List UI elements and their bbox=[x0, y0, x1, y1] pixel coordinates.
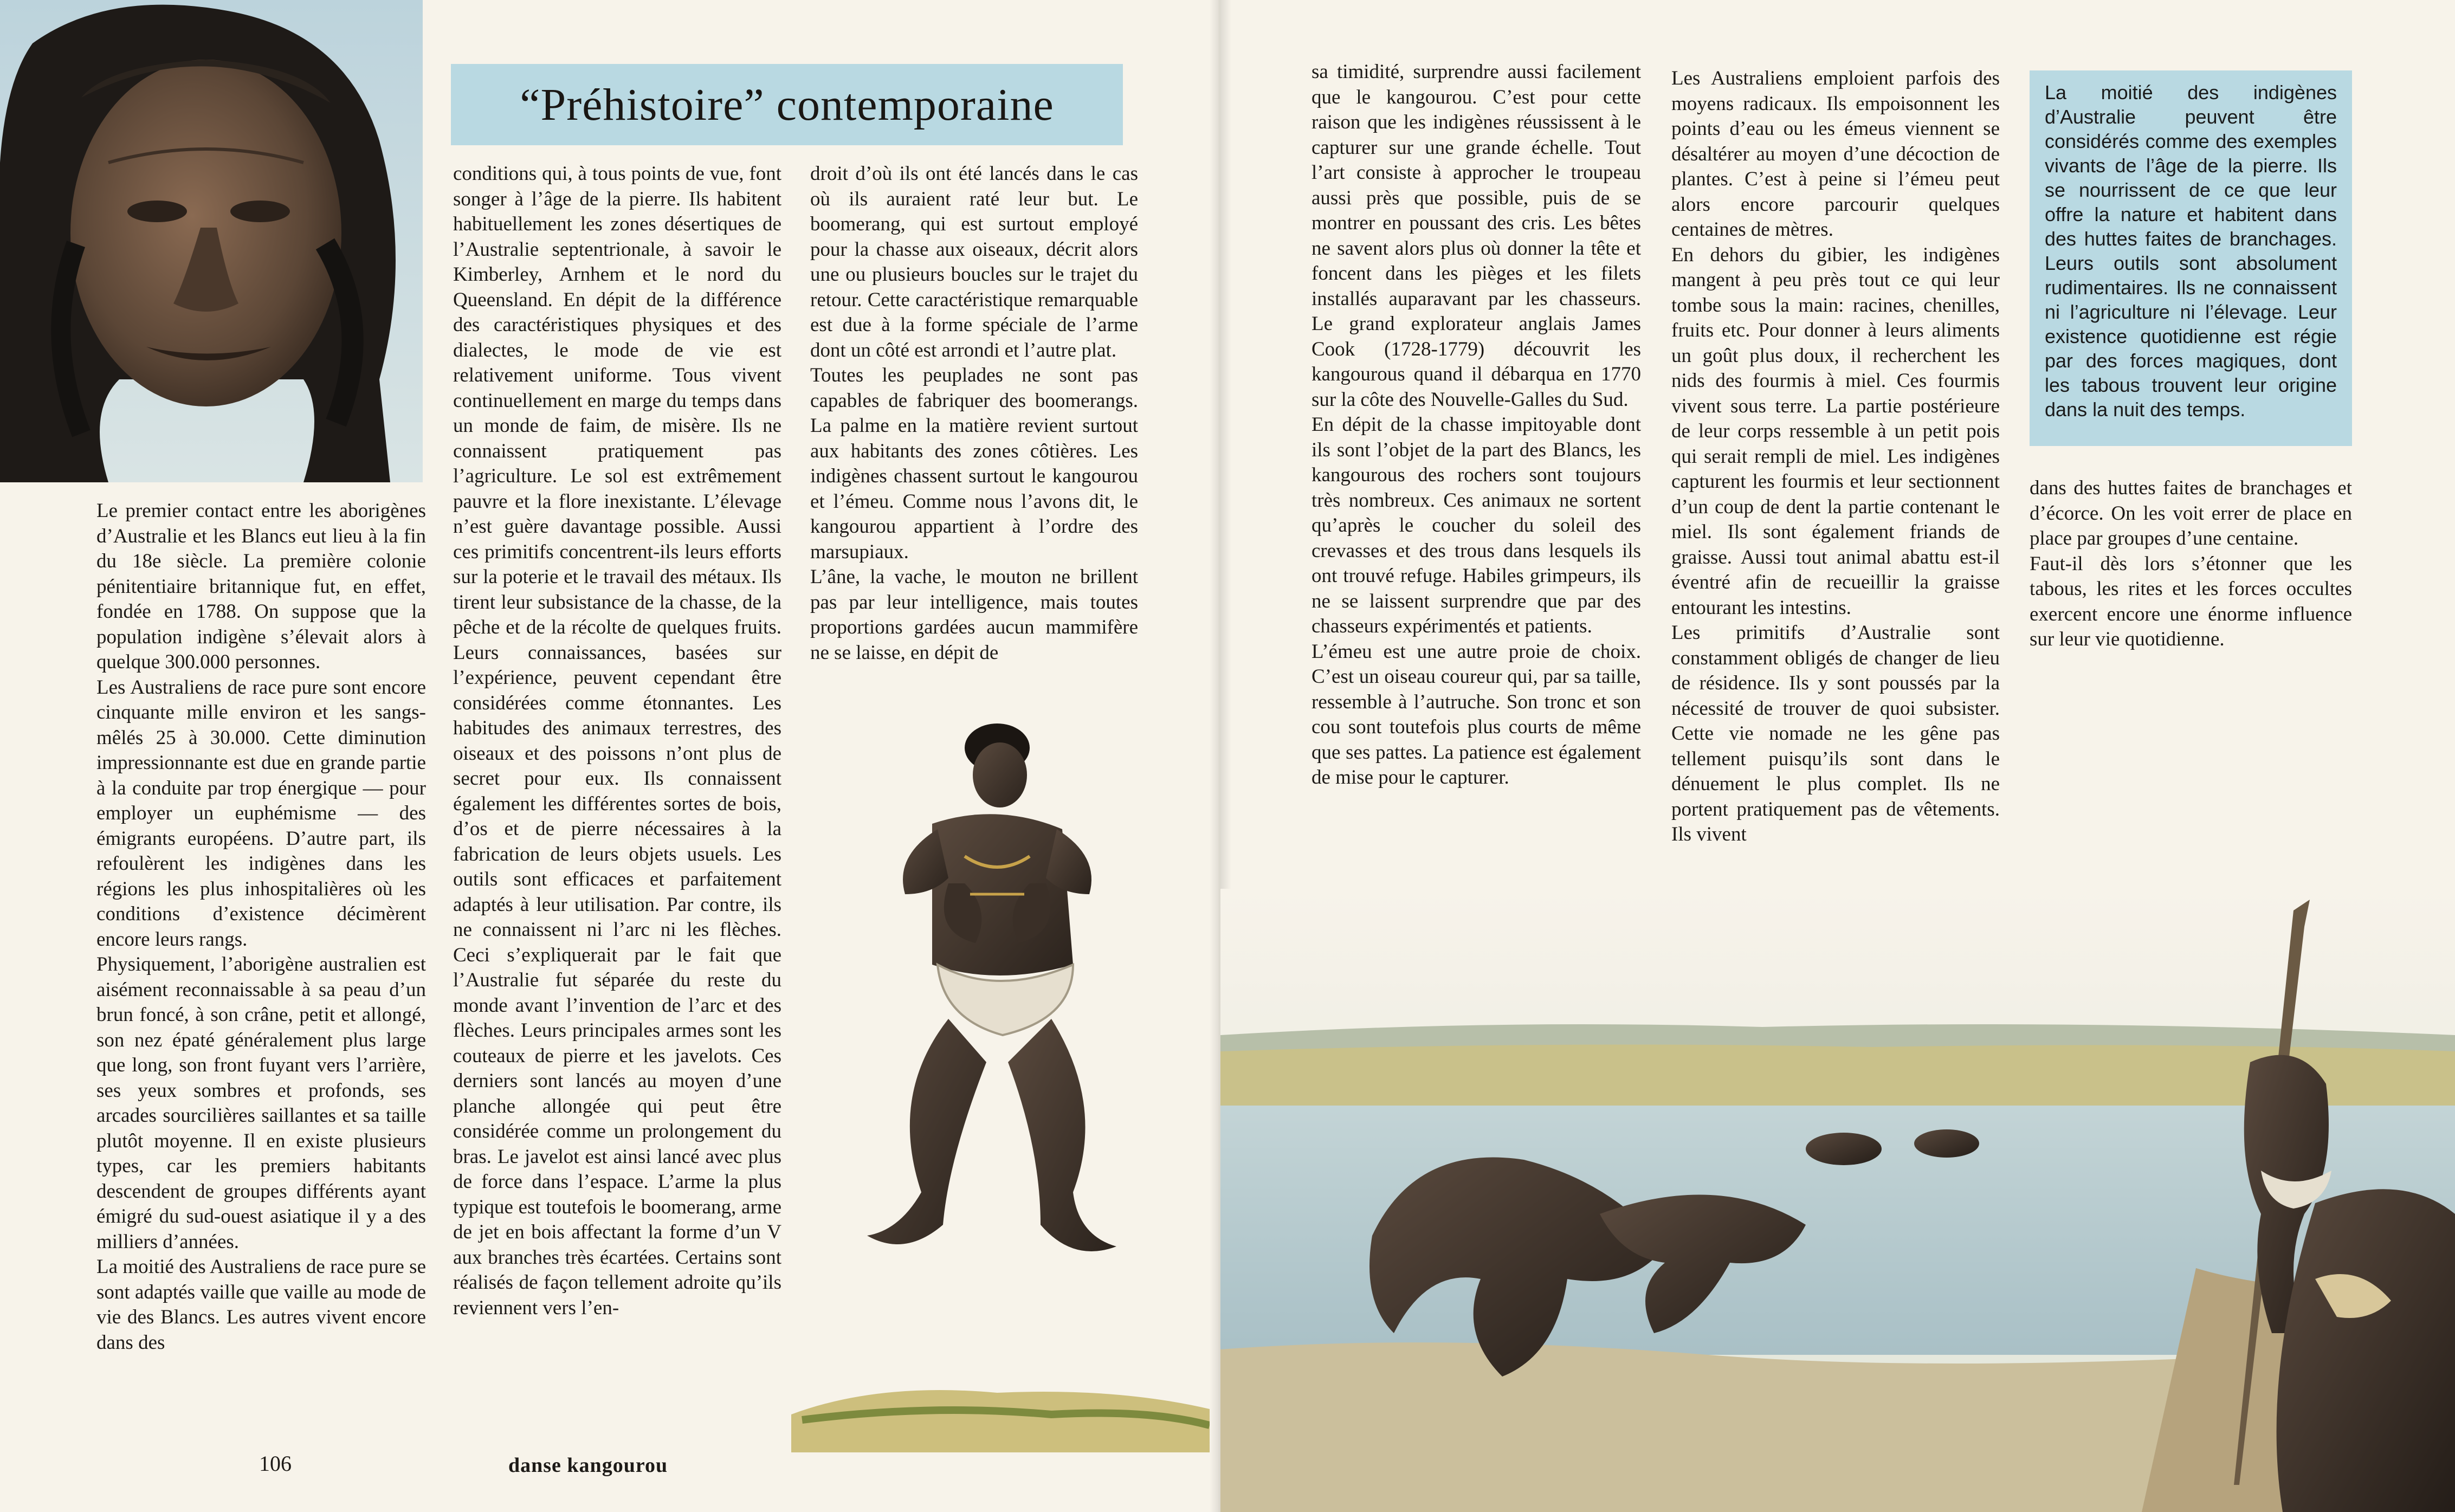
paragraph: Physiquement, l’aborigène australien est aisément reconnaissable à sa peau d’un brun foncé, à son crâne, petit et allongé, son nez épaté généralement plus large que long, son front fuyant vers l’arrière, ses yeux sombres et profonds, ses arcades sourcilières saillantes et sa taille plutôt moyenne. Il en existe plusieurs types, car les premiers habitants descendent de groupes différents ayant émigré du sud-ouest asiatique il y a des milliers d’années. bbox=[96, 953, 426, 1253]
title-banner bbox=[451, 64, 1123, 145]
paragraph: Les Australiens de race pure sont encore cinquante mille environ et les sangs-mêlés 25 à 30.000. Cette diminution impressionnante est due en grande partie à la conduite par trop énergique — pour employer un euphémisme — des émigrants européens. D’autre part, ils refoulèrent les indigènes dans les régions les plus inhospitalières où les conditions d’existence décimèrent encore leurs rangs. bbox=[96, 676, 426, 951]
text-column-left bbox=[96, 499, 426, 1355]
paragraph: L’émeu est une autre proie de choix. C’est un oiseau coureur qui, par sa taille, ressemble à l’autruche. Son tronc et son cou sont toutefois plus courts de même que ses pattes. La patience est également de mise pour le capturer. bbox=[1312, 640, 1641, 789]
text-column-third bbox=[810, 161, 1138, 665]
illustration-caption: danse kangourou bbox=[508, 1454, 668, 1477]
paragraph: Le premier contact entre les aborigènes d’Australie et les Blancs eut lieu à la fin du 18e siècle. La première colonie pénitentiaire britannique fut, en effet, fondée en 1788. On suppose que la population indigène s’élevait alors à quelque 300.000 personnes. bbox=[96, 500, 426, 673]
paragraph: conditions qui, à tous points de vue, font songer à l’âge de la pierre. Ils habitent habituellement les zones désertiques de l’Australie septentrionale, à savoir le Kimberley, Arnhem et le nord du Queensland. En dépit de la différence des caractéristiques physiques et des dialectes, le mode de vie est relativement uniforme. Tous vivent continuellement en marge du temps dans un monde de faim, de misère. Ils ne connaissent pratiquement pas l’agriculture. Le sol est extrêmement pauvre et la flore inexistante. L’élevage n’est guère davantage possible. Aussi ces primitifs concentrent-ils leurs efforts sur la poterie et le travail des métaux. Ils tirent leur subsistance de la chasse, de la pêche et de la récolte de quelques fruits. Leurs connaissances, basées sur l’expérience, peuvent cependant être considérées comme étonnantes. Les habitudes des animaux terrestres, des oiseaux et des poissons n’ont plus de secret pour eux. Ils connaissent également les différentes sortes de bois, d’os et de pierre nécessaires à la fabrication de leurs objets usuels. Les outils sont efficaces et parfaitement adaptés à leur utilisation. Par contre, ils ne connaissent ni l’arc ni les flèches. Ceci s’expliquerait par le fait que l’Australie fut séparée du reste du monde avant l’invention de l’arc et des flèches. Leurs principales armes sont les couteaux de pierre et les javelots. Ces derniers sont lancés au moyen d’une planche allongée qui peut être considérée comme un prolongement du bras. Le javelot est ainsi lancé avec plus de force dans l’espace. L’arme la plus typique est toutefois le boomerang, arme de jet en bois affectant la forme d’un V aux branches très écartées. Certains sont réalisés de façon tellement adroite qu’ils reviennent vers l’en- bbox=[453, 163, 781, 1319]
paragraph: Les primitifs d’Australie sont constamment obligés de changer de lieu de résidence. Ils y sont poussés par la nécessité de trouver de quoi subsister. Cette vie nomade ne les gêne pas tellement puisqu’ils sont dans le dénuement le plus complet. Ils ne portent pratiquement pas de vêtements. Ils vivent bbox=[1671, 622, 2000, 845]
paragraph: En dépit de la chasse impitoyable dont ils sont l’objet de la part des Blancs, les kangourous des rochers sont toujours très nombreux. Ces animaux ne sortent qu’après le coucher du soleil des crevasses et des trous dans lesquels ils ont trouvé refuge. Habiles grimpeurs, ils ne se laissent surprendre que par des chasseurs expérimentés et patients. bbox=[1312, 413, 1641, 637]
paragraph: dans des huttes faites de branchages et d’écorce. On les voit errer de place en place par groupes d’une centaine. bbox=[2030, 477, 2352, 550]
waterhole-scene-illustration bbox=[1220, 889, 2455, 1512]
text-column-middle bbox=[453, 161, 781, 1321]
paragraph: Les Australiens emploient parfois des moyens radicaux. Ils empoisonnent les points d’eau ou les émeus viennent se désaltérer au moyen d’une décoction de plantes. C’est à peine si l’émeu peut alors encore parcourir quelques centaines de mètres. bbox=[1671, 67, 2000, 241]
text-column-right-1 bbox=[1312, 60, 1641, 791]
aborigine-portrait-illustration bbox=[0, 0, 423, 482]
paragraph: La moitié des Australiens de race pure se sont adaptés vaille que vaille au mode de vie des Blancs. Les autres vivent encore dans des bbox=[96, 1256, 426, 1354]
text-column-right-3 bbox=[2030, 476, 2352, 652]
paragraph: Toutes les peuplades ne sont pas capables de fabriquer des boomerangs. La palme en la matière revient surtout aux habitants des zones côtières. Les indigènes chassent surtout le kangourou et l’émeu. Comme nous l’avons dit, le kangourou appartient à l’ordre des marsupiaux. bbox=[810, 364, 1138, 563]
paragraph: droit d’où ils ont été lancés dans le cas où ils auraient raté leur but. Le boomerang, qui est surtout employé pour la chasse aux oiseaux, décrit alors une ou plusieurs boucles sur le trajet du retour. Cette caractéristique remarquable est due à la forme spéciale de l’arme dont un côté est arrondi et l’autre plat. bbox=[810, 163, 1138, 361]
info-box bbox=[2030, 70, 2352, 446]
page-title: “Préhistoire” contemporaine bbox=[520, 79, 1054, 130]
page-number: 106 bbox=[259, 1451, 292, 1476]
text-column-right-2 bbox=[1671, 66, 2000, 848]
info-box-text: La moitié des indigènes d’Australie peuvent être considérés comme des exemples vivants de l’âge de la pierre. Ils se nourrissent de ce que leur offre la nature et habitent dans des huttes faites de branchages. Leurs outils sont absolument rudimentaires. Ils ne connaissent ni l’agriculture ni l’élevage. Leur existence quotidienne est régie par des forces magiques, dont les tabous trouvent leur origine dans la nuit des temps. bbox=[2045, 81, 2337, 421]
paragraph: L’âne, la vache, le mouton ne brillent pas par leur intelligence, mais toutes proportions gardées aucun mammifère ne se laisse, en dépit de bbox=[810, 566, 1138, 664]
paragraph: sa timidité, surprendre aussi facilement que le kangourou. C’est pour cette raison que les indigènes réussissent à le capturer sur une grande échelle. Tout l’art consiste à approcher le troupeau aussi près que possible, puis de se montrer en poussant des cris. Les bêtes ne savent alors plus où donner la tête et foncent dans les pièges et les filets installés auparavant par les chasseurs. Le grand explorateur anglais James Cook (1728-1779) découvrit les kangourous quand il débarqua en 1770 sur la côte des Nouvelle-Galles du Sud. bbox=[1312, 61, 1641, 411]
kangaroo-dancer-illustration bbox=[770, 715, 1210, 1452]
paragraph: En dehors du gibier, les indigènes mangent à peu près tout ce qui leur tombe sous la main: racines, chenilles, fruits etc. Pour donner à leurs aliments un goût plus doux, il recherchent les nids des fourmis à miel. Ces fourmis vivent sous terre. La partie postérieure de leur corps ressemble à un petit pois qui serait rempli de miel. Les indigènes capturent les fourmis et leur sectionnent d’un coup de dent la partie contenant le miel. Ils sont également friands de graisse. Aussi tout animal abattu est-il éventré afin de recueillir la graisse entourant les intestins. bbox=[1671, 243, 2000, 619]
paragraph: Faut-il dès lors s’étonner que les tabous, les rites et les forces occultes exercent encore une énorme influence sur leur vie quotidienne. bbox=[2030, 552, 2352, 650]
